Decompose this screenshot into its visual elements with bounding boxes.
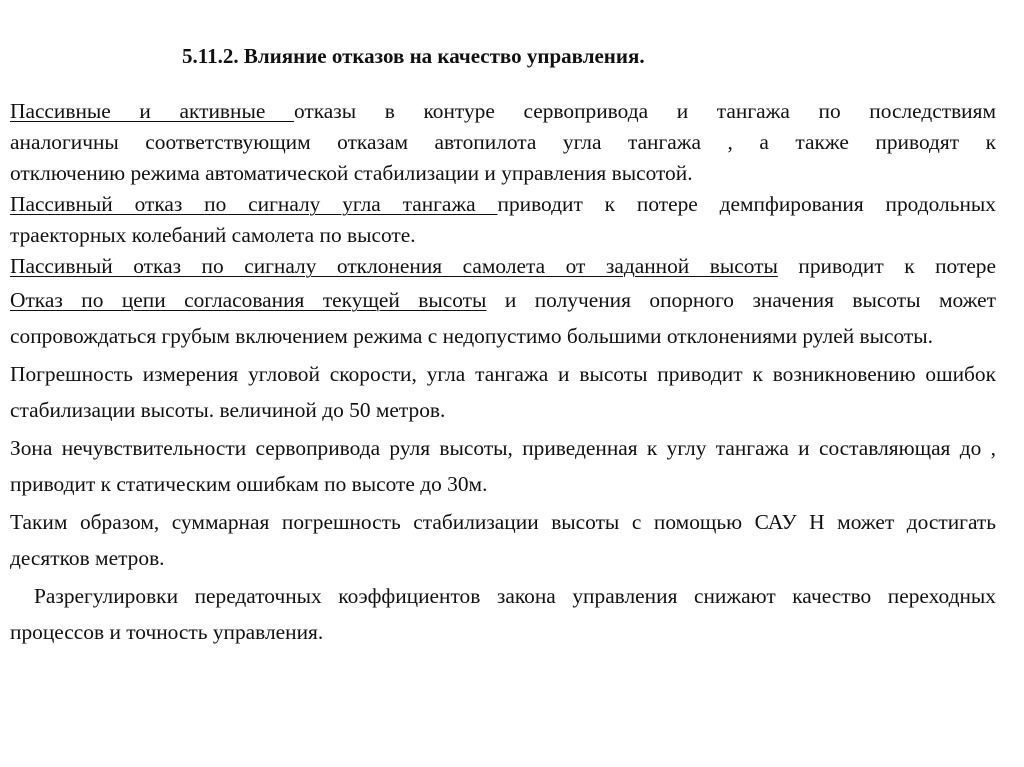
paragraph-3 [10, 251, 996, 282]
body-block-dense [10, 96, 996, 282]
paragraph-4 [10, 282, 996, 354]
paragraph-7: Таким образом, суммарная погрешность стабилизации высоты с помощью САУ Н может достигать десятков метров. [10, 510, 996, 570]
paragraph-8: Разрегулировки передаточных коэффициентов закона управления снижают качество переходных процессов и точность управления. [10, 584, 996, 644]
paragraph-1-line-2: аналогичны соответствующим отказам автопилота угла тангажа , а также приводят к [10, 130, 996, 154]
text-run: отказы в контуре сервопривода и тангажа по последствиям [293, 99, 996, 123]
paragraph-2-line-2: траекторных колебаний самолета по высоте. [10, 223, 416, 247]
underlined-phrase: Пассивный отказ по сигналу отклонения самолета от заданной высоты [10, 254, 778, 278]
underlined-phrase: Пассивные и активные [10, 99, 294, 123]
paragraph-5: Погрешность измерения угловой скорости, угла тангажа и высоты приводит к возникновению ошибок стабилизации высоты. величиной до 50 метров. [10, 362, 996, 422]
text-run: приводит к потере демпфирования продольных [497, 192, 996, 216]
text-run: приводит к потере [777, 254, 996, 278]
paragraph-1-line-3: отключению режима автоматической стабилизации и управления высотой. [10, 161, 693, 185]
text-run: и получения опорного значения высоты может сопровождаться грубым включением режима с недопустимо большими отклонениями рулей высоты. [10, 288, 996, 348]
paragraph-2-line-1 [10, 189, 996, 220]
paragraph-1-line-1 [10, 96, 996, 127]
section-title: 5.11.2. Влияние отказов на качество управления. [182, 44, 645, 68]
paragraph-6: Зона нечувствительности сервопривода руля высоты, приведенная к углу тангажа и составляющая до , приводит к статическим ошибкам по высоте до 30м. [10, 436, 996, 496]
document-body [10, 96, 996, 652]
underlined-phrase: Пассивный отказ по сигналу угла тангажа [10, 192, 498, 216]
underlined-phrase: Отказ по цепи согласования текущей высоты [10, 288, 487, 312]
body-block-spaced [10, 282, 996, 650]
